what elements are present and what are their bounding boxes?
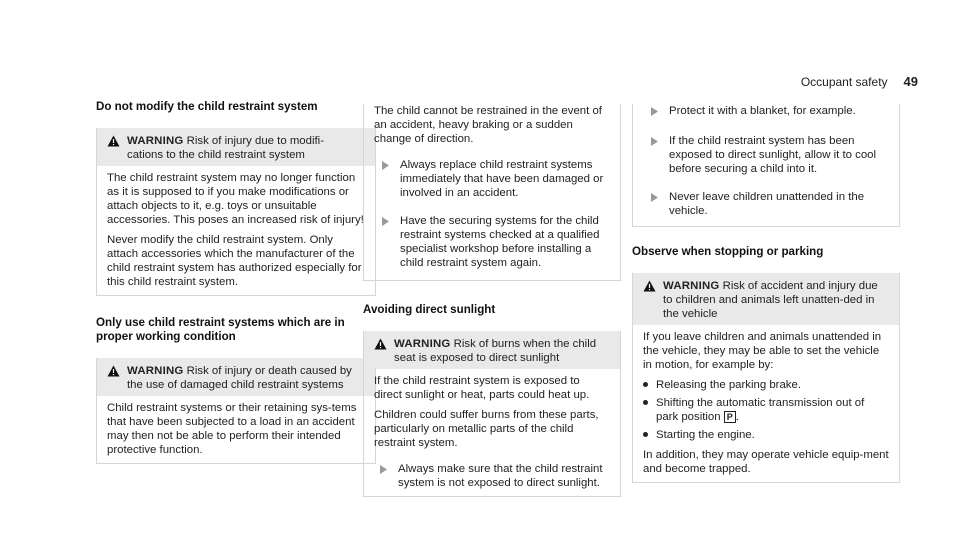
warning-triangle-icon: [374, 337, 388, 365]
park-key-icon: P: [724, 411, 736, 423]
list-item: Releasing the parking brake.: [643, 378, 889, 392]
heading-do-not-modify: Do not modify the child restraint system: [96, 100, 318, 113]
warning-list: [643, 378, 889, 442]
warning-box-parking: [632, 273, 900, 483]
column-1: [96, 100, 376, 480]
list-item: Starting the engine.: [643, 428, 889, 442]
warning-triangle-icon: [107, 134, 121, 162]
warning-box-damaged: [96, 358, 376, 464]
heading-sunlight: Avoiding direct sunlight: [363, 303, 496, 316]
warning-body: [364, 369, 620, 496]
warning-box-modify: [96, 128, 376, 296]
warning-body: [633, 325, 899, 482]
warning-body: [97, 396, 375, 463]
warning-header: [364, 331, 620, 369]
warning-paragraph: Children could suffer burns from these parts, particularly on metallic parts of the child restraint system.: [374, 409, 599, 449]
warning-paragraph: If the child restraint system is exposed to direct sunlight or heat, parts could heat up.: [374, 375, 590, 401]
section-title: Occupant safety: [800, 75, 888, 89]
bullet-cool: If the child restraint system has been exposed to direct sunlight, allow it to cool before securing a child into it.: [643, 134, 889, 176]
warning-text: WARNING Risk of injury or death caused by the use of damaged child restraint systems: [127, 365, 352, 391]
arrow-right-icon: [651, 134, 659, 176]
warning-text: WARNING Risk of burns when the child seat is exposed to direct sunlight: [394, 338, 597, 364]
heading-stopping-parking: Observe when stopping or parking: [632, 245, 824, 258]
list-item: Shifting the automatic transmission out of park position P .: [643, 396, 889, 424]
warning-paragraph: In addition, they may operate vehicle equip-ment and become trapped.: [643, 449, 889, 475]
warning-box-continued: [632, 104, 900, 227]
arrow-right-icon: [380, 462, 388, 490]
warning-text: WARNING Risk of accident and injury due to children and animals left unatten-ded in the vehicle: [663, 280, 878, 320]
warning-header: [97, 358, 375, 396]
warning-text: WARNING Risk of injury due to modifi- cations to the child restraint system: [127, 135, 324, 161]
arrow-right-icon: [382, 214, 390, 270]
warning-paragraph: If you leave children and animals unattended in the vehicle, they may be able to set the vehicle in motion, for example by:: [643, 331, 882, 371]
arrow-right-icon: [651, 190, 659, 218]
warning-triangle-icon: [643, 279, 657, 321]
bullet-unattended: Never leave children unattended in the vehicle.: [643, 190, 889, 218]
column-2: [363, 104, 621, 513]
arrow-right-icon: [651, 104, 659, 120]
bullet-no-sunlight: Always make sure that the child restraint system is not exposed to direct sunlight.: [374, 462, 610, 490]
arrow-right-icon: [382, 158, 390, 200]
warning-header: [633, 273, 899, 325]
bullet-blanket: Protect it with a blanket, for example.: [643, 104, 889, 120]
warning-triangle-icon: [107, 364, 121, 392]
column-3: [632, 104, 900, 499]
bullet-replace: Always replace child restraint systems immediately that have been damaged or involved in an accident.: [374, 158, 610, 200]
page-number: 49: [903, 74, 918, 89]
warning-paragraph: The child restraint system may no longer function as it is supposed to if you make modifications or attach objects to it, e.g. toys or unsuitable accessories. This poses an increased risk of injury!: [107, 172, 364, 226]
page-header: [801, 74, 918, 89]
warning-body: [97, 166, 375, 295]
warning-paragraph: Never modify the child restraint system. Only attach accessories which the manufacturer of the child restraint system has authorized especially for this child restraint system.: [107, 234, 362, 288]
warning-paragraph: The child cannot be restrained in the event of an accident, heavy braking or a sudden change of direction.: [374, 105, 602, 145]
warning-box-continued: [363, 104, 621, 281]
warning-paragraph: Child restraint systems or their retaining sys-tems that have been subjected to a load in an accident may then not be able to perform their intended protective function.: [107, 402, 357, 456]
warning-box-sunlight: [363, 331, 621, 497]
warning-header: [97, 128, 375, 166]
heading-proper-condition: Only use child restraint systems which are in proper working condition: [96, 316, 345, 343]
bullet-securing: Have the securing systems for the child restraint systems checked at a qualified specialist workshop before installing a child restraint system again.: [374, 214, 610, 270]
